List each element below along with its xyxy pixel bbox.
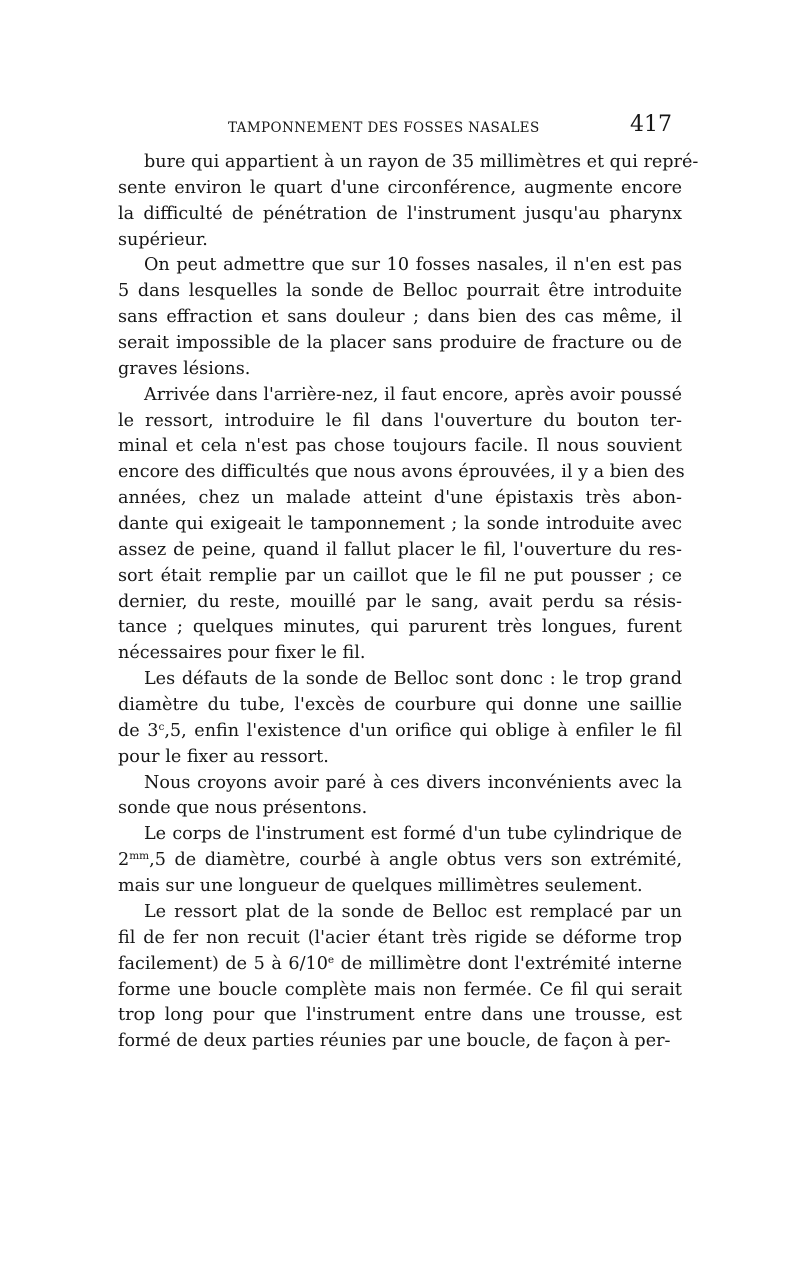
text-line: On peut admettre que sur 10 fosses nasales, il n'en est pas [144, 255, 682, 276]
text-line: mais sur une longueur de quelques millimètres seulement. [118, 876, 643, 897]
page-number: 417 [630, 112, 672, 137]
line-segment: de 3 [118, 720, 159, 741]
superscript: mm [129, 850, 150, 863]
text-line: sans effraction et sans douleur ; dans bien des cas même, il [118, 307, 682, 328]
paragraph [118, 771, 682, 823]
body-text [118, 150, 699, 1055]
paragraph [118, 253, 682, 382]
text-line: dante qui exigeait le tamponnement ; la sonde introduite avec [118, 514, 682, 535]
line-segment: 2 [118, 850, 130, 871]
superscript: e [327, 953, 335, 966]
paragraph [118, 150, 699, 253]
text-line: formé de deux parties réunies par une boucle, de façon à per- [118, 1031, 671, 1052]
text-line: fil de fer non recuit (l'acier étant très rigide se déforme trop [118, 927, 682, 948]
superscript: c [158, 720, 165, 733]
text-line: diamètre du tube, l'excès de courbure qui donne une saillie [118, 695, 682, 716]
text-line: graves lésions. [118, 358, 251, 379]
text-line: Arrivée dans l'arrière-nez, il faut encore, après avoir poussé [144, 384, 682, 405]
paragraph [118, 822, 682, 900]
text-line: Le corps de l'instrument est formé d'un tube cylindrique de [144, 824, 682, 845]
text-line: 5 dans lesquelles la sonde de Belloc pourrait être introduite [118, 281, 682, 302]
text-line: années, chez un malade atteint d'une épistaxis très abon- [118, 488, 682, 509]
text-line: Le ressort plat de la sonde de Belloc est remplacé par un [144, 901, 682, 922]
text-line: Les défauts de la sonde de Belloc sont donc : le trop grand [144, 669, 682, 690]
text-line: la difficulté de pénétration de l'instrument jusqu'au pharynx [118, 203, 682, 224]
line-segment: de millimètre dont l'extrémité interne [334, 953, 682, 974]
text-line: sente environ le quart d'une circonférence, augmente encore [118, 177, 682, 198]
text-line: supérieur. [118, 229, 208, 250]
text-line: minal et cela n'est pas chose toujours facile. Il nous souvient [118, 436, 682, 457]
text-line: le ressort, introduire le fil dans l'ouverture du bouton ter- [118, 410, 682, 431]
text-line: pour le fixer au ressort. [118, 746, 329, 767]
paragraph [118, 667, 682, 770]
text-line: trop long pour que l'instrument entre dans une trousse, est [118, 1005, 682, 1026]
line-segment: facilement) de 5 à 6/10 [118, 953, 328, 974]
text-line: dernier, du reste, mouillé par le sang, avait perdu sa résis- [118, 591, 682, 612]
text-line: tance ; quelques minutes, qui parurent très longues, furent [118, 617, 682, 638]
text-line: encore des difficultés que nous avons éprouvées, il y a bien des [118, 462, 685, 483]
text-line: forme une boucle complète mais non fermée. Ce fil qui serait [118, 979, 682, 1000]
running-head [117, 112, 680, 142]
text-line [118, 848, 682, 874]
running-title: TAMPONNEMENT DES FOSSES NASALES [228, 120, 540, 136]
text-line [118, 719, 682, 745]
paragraph [118, 383, 685, 667]
text-line: sort était remplie par un caillot que le fil ne put pousser ; ce [118, 565, 682, 586]
text-line: serait impossible de la placer sans produire de fracture ou de [118, 333, 682, 354]
text-line [118, 952, 682, 978]
text-line: sonde que nous présentons. [118, 798, 368, 819]
text-line: Nous croyons avoir paré à ces divers inconvénients avec la [144, 772, 682, 793]
text-line: nécessaires pour fixer le fil. [118, 643, 366, 664]
text-line: bure qui appartient à un rayon de 35 millimètres et qui repré- [144, 152, 699, 172]
line-segment: ,5 de diamètre, courbé à angle obtus vers son extrémité, [149, 850, 682, 871]
paragraph [118, 900, 682, 1055]
line-segment: ,5, enfin l'existence d'un orifice qui oblige à enfiler le fil [164, 720, 683, 741]
text-line: assez de peine, quand il fallut placer le fil, l'ouverture du res- [118, 539, 682, 560]
